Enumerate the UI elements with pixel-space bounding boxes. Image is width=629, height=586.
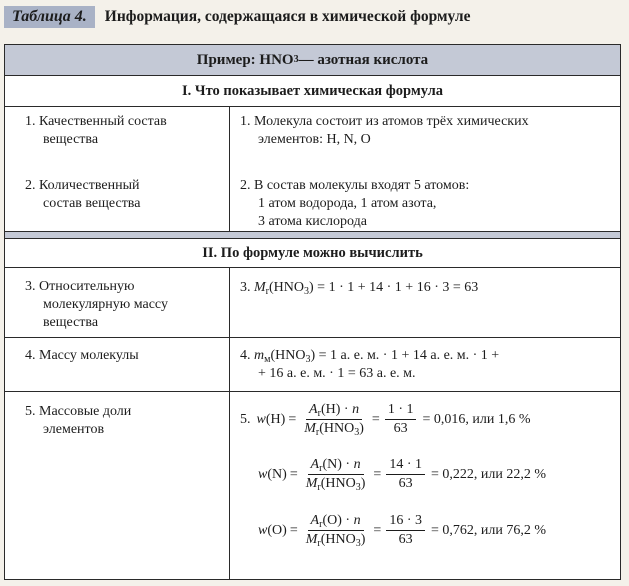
table-caption [4,4,624,30]
fraction-o-numeric: $\frac{16 \cdot 3}{63}$ [386,513,425,548]
table-number-label: Таблица 4. [4,6,95,28]
row-2-right: 2. В состав молекулы входят 5 атомов: 1 атом водорода, 1 атом азота, 3 атома кислорода [240,178,470,229]
example-prefix: Пример: HNO [196,51,294,68]
mass-fraction-h: 5. w ( H ) = $\frac{A_r(H) \cdot n}{M_r(HNO_3)}$ = $\frac{1 \cdot 1}{63}$ = 0,016, или 1,6 % [240,402,531,438]
row-3-left: 3. Относительную молекулярную массу вещества [25,279,168,330]
fraction-n-numeric: $\frac{14 \cdot 1}{63}$ [386,457,425,492]
row-1-right: 1. Молекула состоит из атомов трёх химических элементов: H, N, O [240,114,529,147]
fraction-o: $\frac{A_r(O) \cdot n}{M_r(HNO_3)}$ [305,513,366,549]
row-4-left: 4. Массу молекулы [25,348,139,363]
section-1-title: I. Что показывает химическая формула [182,82,443,99]
fraction-h: $\frac{A_r(H) \cdot n}{M_r(HNO_3)}$ [304,402,364,438]
example-band: Пример: HNO 3 — азотная кислота [5,45,620,75]
fraction-n: $\frac{A_r(N) \cdot n}{M_r(HNO_3)}$ [305,457,366,493]
table-title: Информация, содержащаяся в химической формуле [104,8,471,25]
row-4-right: 4. $m_м(HNO_3) = 1$ а. е. м. · 1 + 14 а. е. м. · 1 + + 16 а. е. м. · 1 = 63 а. е. м. [240,348,500,381]
section-2-title: II. По формуле можно вычислить [202,244,423,261]
mass-fraction-o: w ( O ) = $\frac{A_r(O) \cdot n}{M_r(HNO_3)}$ = $\frac{16 \cdot 3}{63}$ = 0,762, или 76,2 % [258,513,547,549]
chemical-formula-table [4,44,621,580]
mass-fraction-n: w ( N ) = $\frac{A_r(N) \cdot n}{M_r(HNO_3)}$ = $\frac{14 \cdot 1}{63}$ = 0,222, или 22,2 % [258,457,547,493]
row-2-left: 2. Количественный состав вещества [25,178,141,211]
row-5-left: 5. Массовые доли элементов [25,404,132,437]
row-1-left: 1. Качественный состав вещества [25,114,167,147]
row-3-right: 3. $M_r(HNO_3) = 1 \cdot 1 + 14 \cdot 1 + 16 \cdot 3 = 63$ [240,280,479,297]
fraction-h-numeric: $\frac{1 \cdot 1}{63}$ [385,402,417,437]
example-suffix: — азотная кислота [298,51,429,68]
